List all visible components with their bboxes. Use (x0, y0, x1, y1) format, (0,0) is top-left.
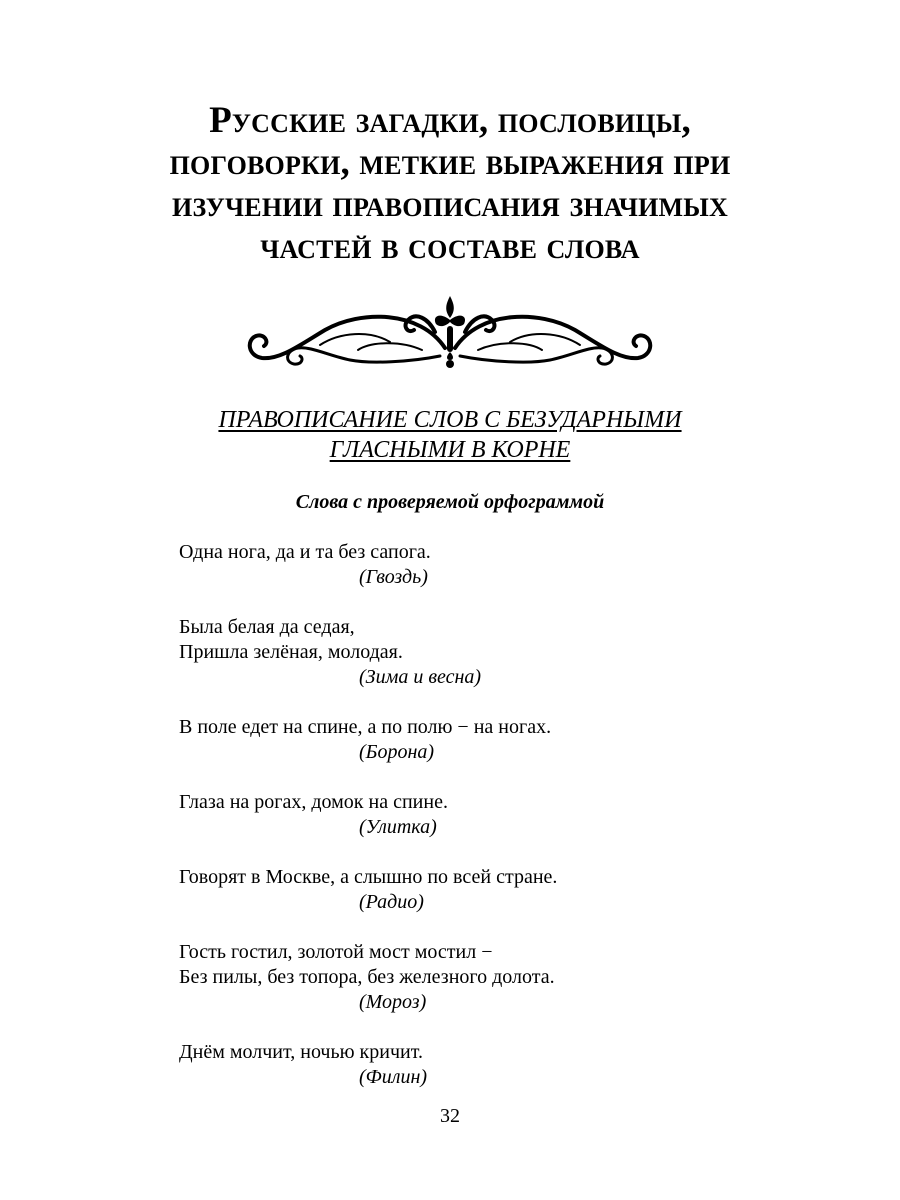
riddle-answer: (Гвоздь) (359, 566, 428, 588)
riddle (179, 540, 739, 590)
riddle-answer: (Борона) (359, 741, 435, 763)
riddle (179, 940, 739, 1015)
riddle-line: Без пилы, без топора, без железного долота. (179, 966, 555, 988)
section-heading-line: ГЛАСНЫМИ В КОРНЕ (329, 437, 571, 463)
riddle-answer: (Мороз) (359, 991, 427, 1013)
subheading: Слова с проверяемой орфограммой (295, 491, 605, 513)
page-title (0, 100, 900, 268)
riddle-line: Одна нога, да и та без сапога. (179, 541, 431, 563)
riddle (179, 715, 739, 765)
riddle-line: Говорят в Москве, а слышно по всей стране. (179, 866, 558, 888)
title-line: изучении правописания значимых (172, 184, 728, 225)
riddle-line: В поле едет на спине, а по полю − на ногах. (179, 716, 552, 738)
page-number: 32 (440, 1105, 460, 1127)
riddle (179, 790, 739, 840)
title-line: Русские загадки, пословицы, (209, 100, 691, 141)
riddle-line: Гость гостил, золотой мост мостил − (179, 941, 493, 963)
riddle (179, 865, 739, 915)
riddle-line: Была белая да седая, (179, 616, 355, 638)
title-line: частей в составе слова (260, 226, 640, 267)
section-heading (0, 405, 900, 465)
riddle-answer: (Радио) (359, 891, 424, 913)
riddle-line: Глаза на рогах, домок на спине. (179, 791, 448, 813)
riddle-answer: (Зима и весна) (359, 666, 482, 688)
riddle (179, 1040, 739, 1090)
riddle-line: Пришла зелёная, молодая. (179, 641, 403, 663)
section-heading-line: ПРАВОПИСАНИЕ СЛОВ С БЕЗУДАРНЫМИ (218, 407, 682, 433)
riddle-answer: (Улитка) (359, 816, 437, 838)
riddle-answer: (Филин) (359, 1066, 428, 1088)
riddle (179, 615, 739, 690)
riddle-list (179, 540, 739, 1115)
title-line: поговорки, меткие выражения при (169, 142, 731, 183)
riddle-line: Днём молчит, ночью кричит. (179, 1041, 423, 1063)
flourish-divider-icon (240, 290, 660, 380)
